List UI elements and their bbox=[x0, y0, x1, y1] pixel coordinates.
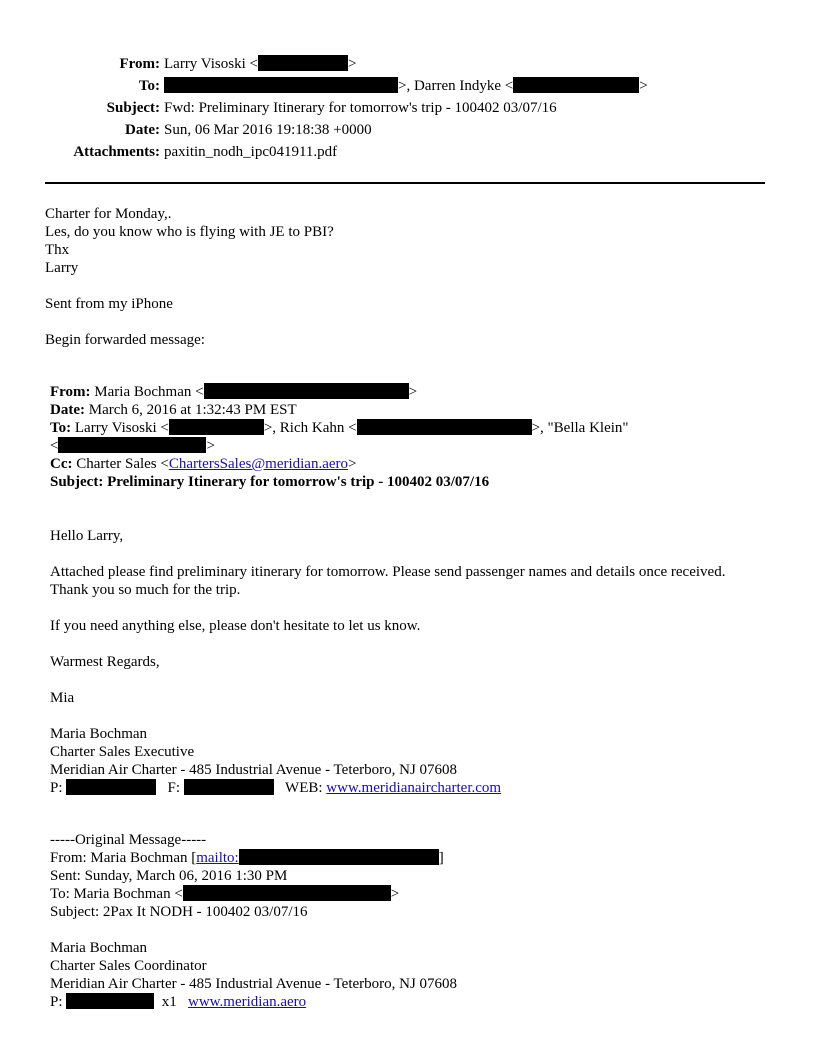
subject-label: Subject: bbox=[106, 100, 160, 116]
signature-company: Meridian Air Charter - 485 Industrial Avenue - Teterboro, NJ 07608 bbox=[50, 976, 458, 992]
greeting: Hello Larry, bbox=[50, 528, 124, 544]
body-line: Thx bbox=[45, 242, 70, 258]
redacted-email bbox=[357, 419, 532, 435]
fwd-from-row: From: Maria Bochman < > bbox=[50, 384, 418, 400]
signature-title: Charter Sales Executive bbox=[50, 744, 195, 760]
fwd-to-row-cont: < > bbox=[50, 438, 215, 454]
header-attachments-row bbox=[0, 141, 816, 163]
orig-from-row: From: Maria Bochman [mailto: ] bbox=[50, 850, 444, 866]
original-message bbox=[50, 831, 790, 1011]
redacted-phone bbox=[66, 779, 156, 795]
original-divider: -----Original Message----- bbox=[50, 832, 207, 848]
signature-name: Maria Bochman bbox=[50, 940, 148, 956]
header-divider bbox=[45, 182, 765, 184]
forwarded-message bbox=[50, 383, 790, 797]
body-line: Sent from my iPhone bbox=[45, 296, 173, 312]
message-body bbox=[45, 205, 785, 349]
fwd-to-row: To: Larry Visoski < >, Rich Kahn < >, "Bella Klein" bbox=[50, 420, 629, 436]
orig-sent-row: Sent: Sunday, March 06, 2016 1:30 PM bbox=[50, 868, 288, 884]
email-header bbox=[0, 53, 816, 163]
orig-to-row: To: Maria Bochman < > bbox=[50, 886, 400, 902]
to-label: To: bbox=[138, 78, 160, 94]
signature-title: Charter Sales Coordinator bbox=[50, 958, 207, 974]
header-date-row bbox=[0, 119, 816, 141]
fwd-subject-row: Subject: Preliminary Itinerary for tomorrow's trip - 100402 03/07/16 bbox=[50, 474, 490, 490]
from-value: Larry Visoski < bbox=[164, 56, 258, 72]
fwd-cc-row: Cc: Charter Sales <ChartersSales@meridian.aero> bbox=[50, 456, 357, 472]
attachments-label: Attachments: bbox=[73, 144, 160, 160]
redacted-email bbox=[164, 77, 398, 93]
cc-email-link[interactable]: ChartersSales@meridian.aero bbox=[168, 456, 349, 472]
website-link[interactable]: www.meridian.aero bbox=[188, 994, 307, 1010]
body-paragraph: If you need anything else, please don't hesitate to let us know. bbox=[50, 618, 421, 634]
body-line: Les, do you know who is flying with JE to PBI? bbox=[45, 224, 334, 240]
redacted-email bbox=[513, 77, 639, 93]
signature-name: Maria Bochman bbox=[50, 726, 148, 742]
from-label: From: bbox=[119, 56, 160, 72]
redacted-email bbox=[58, 437, 206, 453]
redacted-email bbox=[204, 383, 409, 399]
header-from-row: From: Larry Visoski < > bbox=[0, 53, 816, 75]
subject-value: Fwd: Preliminary Itinerary for tomorrow's trip - 100402 03/07/16 bbox=[164, 100, 557, 116]
date-label: Date: bbox=[125, 122, 160, 138]
fwd-date-row: Date: March 6, 2016 at 1:32:43 PM EST bbox=[50, 402, 297, 418]
redacted-email bbox=[239, 849, 439, 865]
header-subject-row bbox=[0, 97, 816, 119]
attachment-filename[interactable]: paxitin_nodh_ipc041911.pdf bbox=[164, 144, 338, 160]
header-to-row: To: >, Darren Indyke < > bbox=[0, 75, 816, 97]
signature-contact: P: x1 www.meridian.aero bbox=[50, 994, 307, 1010]
redacted-phone bbox=[66, 993, 154, 1009]
body-line: Charter for Monday,. bbox=[45, 206, 172, 222]
orig-subject-row: Subject: 2Pax It NODH - 100402 03/07/16 bbox=[50, 904, 308, 920]
signature-contact: P: F: WEB: www.meridianaircharter.com bbox=[50, 780, 502, 796]
redacted-email bbox=[183, 885, 391, 901]
body-paragraph: Attached please find preliminary itinerary for tomorrow. Please send passenger names and details once received. Thank you so much for the trip. bbox=[50, 564, 726, 598]
body-line: Larry bbox=[45, 260, 79, 276]
website-link[interactable]: www.meridianaircharter.com bbox=[326, 780, 502, 796]
redacted-email bbox=[258, 55, 348, 71]
body-line: Begin forwarded message: bbox=[45, 332, 205, 348]
redacted-email bbox=[169, 419, 264, 435]
to-value: >, Darren Indyke < bbox=[398, 78, 514, 94]
mailto-link[interactable]: mailto: bbox=[196, 850, 239, 866]
signature-company: Meridian Air Charter - 485 Industrial Avenue - Teterboro, NJ 07608 bbox=[50, 762, 458, 778]
date-value: Sun, 06 Mar 2016 19:18:38 +0000 bbox=[164, 122, 372, 138]
nickname: Mia bbox=[50, 690, 75, 706]
redacted-fax bbox=[184, 779, 274, 795]
closing: Warmest Regards, bbox=[50, 654, 160, 670]
